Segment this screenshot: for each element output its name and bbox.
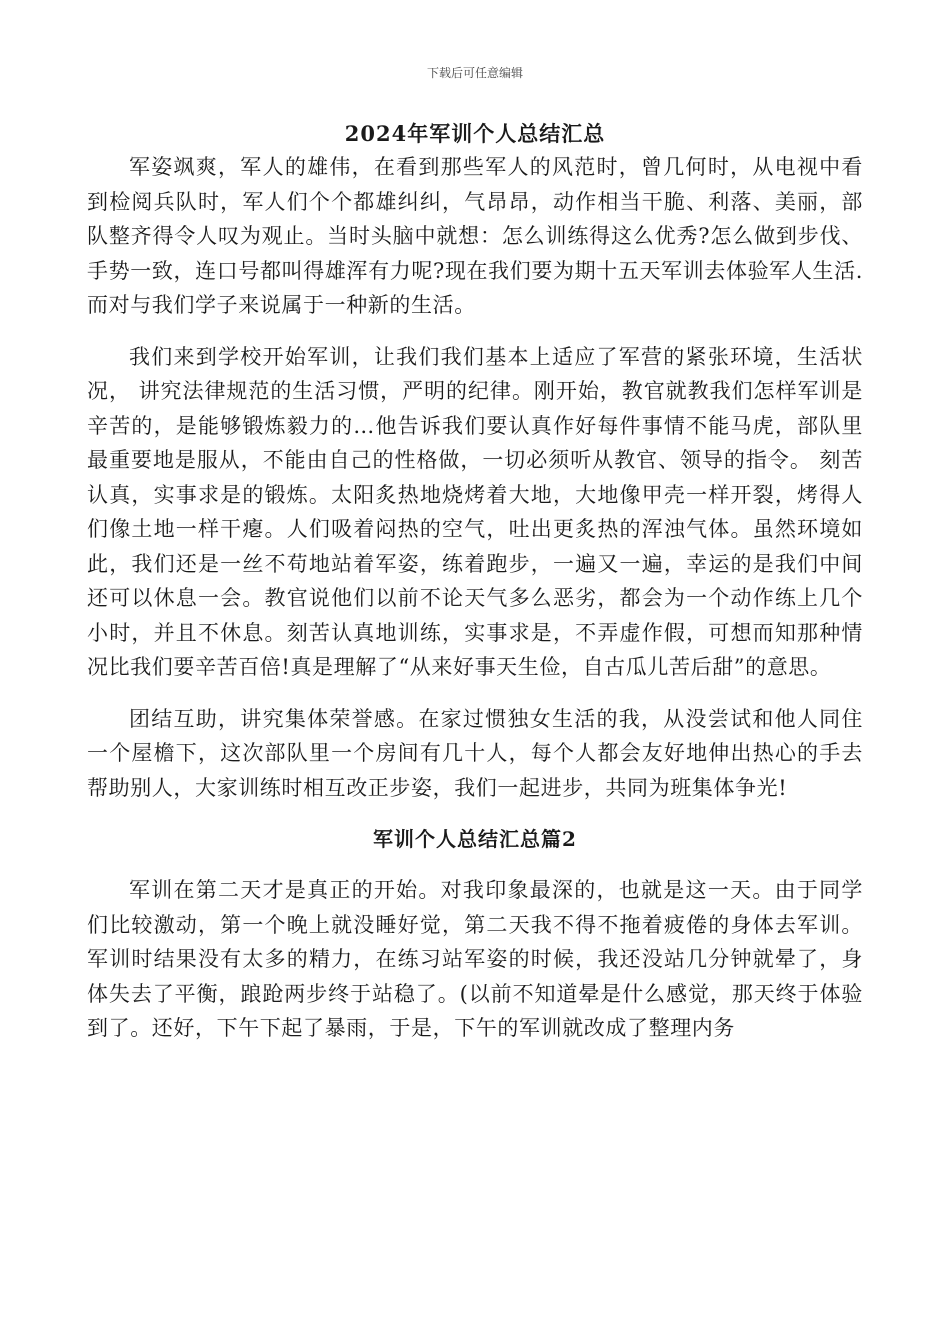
document-body: [87, 150, 863, 1046]
paragraph-3: 团结互助，讲究集体荣誉感。在家过惯独女生活的我，从没尝试和他人同住一个屋檐下，这次部队里一个房间有几十人，每个人都会友好地伸出热心的手去帮助别人，大家训练时相互改正步姿，我们一起进步，共同为班集体争光!: [87, 706, 863, 800]
paragraph-2: 我们来到学校开始军训，让我们我们基本上适应了军营的紧张环境，生活状况， 讲究法律规范的生活习惯，严明的纪律。刚开始，教官就教我们怎样军训是辛苦的，是能够锻炼毅力的…他告诉我们要认真作好每件事情不能马虎，部队里最重要地是服从，不能由自己的性格做，一切必须听从教官、领导的指令。 刻苦认真，实事求是的锻炼。太阳炙热地烧烤着大地，大地像甲壳一样开裂，烤得人们像土地一样干瘪。人们吸着闷热的空气，吐出更炙热的浑浊气体。虽然环境如此，我们还是一丝不苟地站着军姿，练着跑步，一遍又一遍，幸运的是我们中间还可以休息一会。教官说他们以前不论天气多么恶劣，都会为一个动作练上几个小时，并且不休息。刻苦认真地训练，实事求是，不弄虚作假，可想而知那种情况比我们要辛苦百倍!真是理解了“从来好事天生俭，自古瓜儿苦后甜”的意思。: [87, 344, 863, 679]
header-note: 下载后可任意编辑: [426, 66, 523, 80]
section-heading: 军训个人总结汇总篇2: [373, 827, 577, 851]
paragraph-gap: [87, 685, 863, 702]
paragraph-1: 军姿飒爽，军人的雄伟，在看到那些军人的风范时，曾几何时，从电视中看到检阅兵队时，军人们个个都雄纠纠，气昂昂，动作相当干脆、利落、美丽，部队整齐得令人叹为观止。当时头脑中就想：怎么训练得这么优秀?怎么做到步伐、手势一致，连口号都叫得雄浑有力呢?现在我们要为期十五天军训去体验军人生活.而对与我们学子来说属于一种新的生活。: [87, 155, 863, 317]
paragraph-gap: [87, 805, 863, 822]
section2-paragraph-1: 军训在第二天才是真正的开始。对我印象最深的，也就是这一天。由于同学们比较激动，第一个晚上就没睡好觉，第二天我不得不拖着疲倦的身体去军训。军训时结果没有太多的精力，在练习站军姿的时候，我还没站几分钟就晕了，身体失去了平衡，踉跄两步终于站稳了。(以前不知道晕是什么感觉，那天终于体验到了。还好，下午下起了暴雨，于是，下午的军训就改成了整理内务: [87, 878, 863, 1040]
paragraph-gap: [87, 323, 863, 340]
document-title: 2024年军训个人总结汇总: [344, 121, 606, 146]
paragraph-gap: [87, 856, 863, 873]
